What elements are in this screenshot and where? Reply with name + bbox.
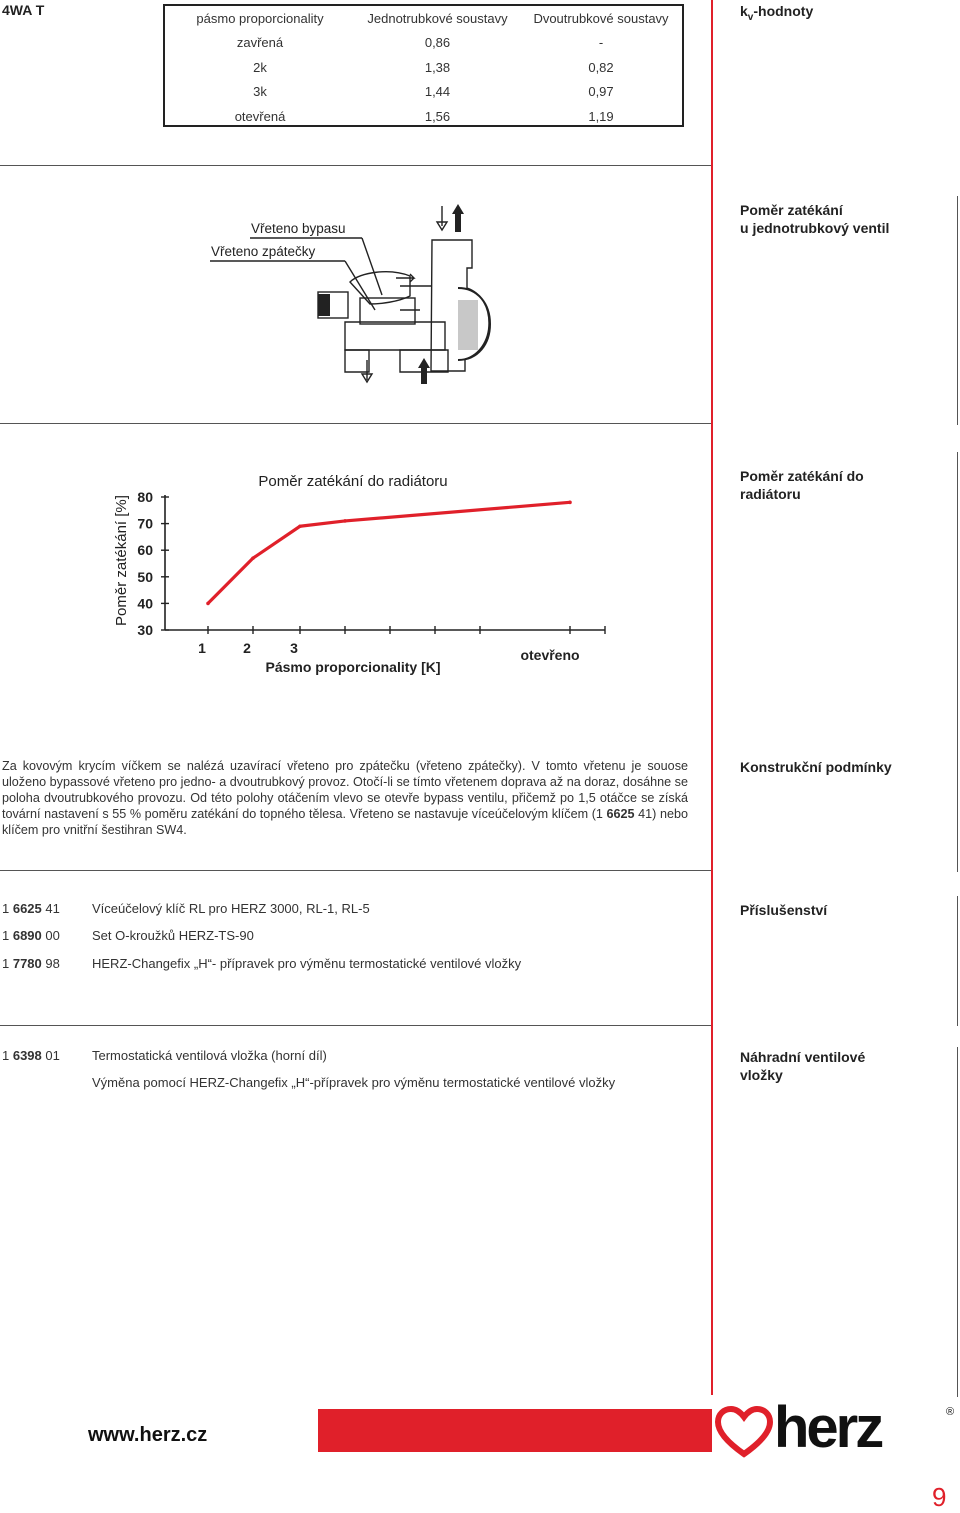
diagram-title-line1: Poměr zatékání xyxy=(740,202,843,218)
list-item xyxy=(2,1075,615,1090)
conditions-title: Konstrukční podmínky xyxy=(740,759,892,775)
article-code: 6890 xyxy=(12,928,42,943)
chart-section-title xyxy=(740,467,864,503)
brand-wordmark: herz xyxy=(774,1395,882,1460)
divider xyxy=(0,165,711,166)
article-suffix: 98 xyxy=(41,956,60,971)
divider xyxy=(0,870,711,871)
article-description: HERZ-Changefix „H“- přípravek pro výměnu termostatické ventilové vložky xyxy=(92,956,522,971)
data-point xyxy=(343,519,347,523)
article-prefix: 1 xyxy=(2,928,13,943)
table-cell: 1,38 xyxy=(424,59,451,75)
registered-mark: ® xyxy=(946,1406,955,1418)
table-cell: 3k xyxy=(253,84,267,100)
column-header: pásmo proporcionality xyxy=(196,10,324,26)
kv-table xyxy=(163,4,684,127)
divider xyxy=(0,423,711,424)
label-return-spindle: Vřeteno zpátečky xyxy=(211,244,316,259)
article-code: 6625 xyxy=(12,901,42,916)
spare-title-line2: vložky xyxy=(740,1067,783,1083)
list-item xyxy=(2,901,370,916)
divider xyxy=(0,1025,711,1026)
list-item xyxy=(2,956,521,971)
label-bypass-spindle: Vřeteno bypasu xyxy=(251,221,346,236)
table-cell: 0,82 xyxy=(588,59,614,75)
x-axis-label: Pásmo proporcionality [K] xyxy=(265,659,441,675)
page-number: 9 xyxy=(932,1482,947,1512)
data-point xyxy=(251,556,255,560)
conditions-text: Za kovovým krycím víčkem se nalézá uzavírací vřeteno pro zpátečku (vřeteno zpátečky). V tomto vřetenu je souose uloženo bypassové vřeteno pro jedno- a dvoutrubkový provoz. Otočí-li se tímto vřetenem doprava až na doraz, dosáhne se poloha dvoutrubkového provozu. Od této polohy otáčením vlevo se otevře bypass ventilu, přičemž po 1,5 otáčce se získá tovární nastavení s 55 % poměru zatékání do topného tělesa. Vřeteno se nastavuje víceúčelovým klíčem (1 xyxy=(2,759,688,821)
article-number xyxy=(2,956,92,971)
table-header-row xyxy=(165,6,682,31)
divider xyxy=(957,740,958,870)
y-tick-label: 40 xyxy=(137,595,153,612)
x-tick-label: 3 xyxy=(290,640,298,656)
conditions-code: 6625 xyxy=(606,807,635,821)
article-code: 7780 xyxy=(12,956,42,971)
divider xyxy=(957,196,958,425)
article-description: Set O-kroužků HERZ-TS-90 xyxy=(92,928,254,943)
x-tick-label: 2 xyxy=(243,640,251,656)
article-number xyxy=(2,901,92,916)
article-prefix: 1 xyxy=(2,1048,13,1063)
table-row xyxy=(165,55,682,80)
data-point xyxy=(298,524,302,528)
spare-title-line1: Náhradní ventilové xyxy=(740,1049,866,1065)
article-suffix: 01 xyxy=(41,1048,60,1063)
data-point xyxy=(568,501,572,505)
kv-title-rest: -hodnoty xyxy=(753,3,814,19)
conditions-text-end: 41) nebo klíčem pro vnitřní šestihran SW4. xyxy=(2,807,688,837)
x-tick-label: 1 xyxy=(198,640,206,656)
conditions-paragraph xyxy=(2,758,688,838)
y-tick-label: 70 xyxy=(137,515,153,532)
data-point xyxy=(206,602,210,606)
y-tick-label: 50 xyxy=(137,568,153,585)
table-cell: otevřená xyxy=(234,108,286,124)
article-code: 6398 xyxy=(12,1048,42,1063)
list-item xyxy=(2,1048,327,1063)
x-tick-label: otevřeno xyxy=(520,647,580,663)
spare-parts-title xyxy=(740,1048,865,1084)
table-row xyxy=(165,80,682,105)
table-row xyxy=(165,104,682,129)
chart-title: Poměr zatékání do radiátoru xyxy=(258,473,448,490)
chart-title-line2: radiátoru xyxy=(740,486,801,502)
column-header: Jednotrubkové soustavy xyxy=(367,10,508,26)
article-suffix: 00 xyxy=(41,928,60,943)
table-cell: 1,19 xyxy=(588,108,614,124)
chart-title-line1: Poměr zatékání do xyxy=(740,468,864,484)
table-cell: zavřená xyxy=(236,35,284,51)
divider xyxy=(957,896,958,1026)
kv-section-title xyxy=(740,2,813,27)
article-prefix: 1 xyxy=(2,901,13,916)
series-line xyxy=(208,502,570,603)
column-header: Dvoutrubkové soustavy xyxy=(533,10,669,26)
table-row xyxy=(165,31,682,56)
article-number xyxy=(2,1048,92,1063)
diagram-title-line2: u jednotrubkový ventil xyxy=(740,220,890,236)
article-prefix: 1 xyxy=(2,956,13,971)
y-axis-label: Poměr zatékání [%] xyxy=(113,495,130,626)
list-item xyxy=(2,928,254,943)
website-link[interactable]: www.herz.cz xyxy=(88,1424,208,1446)
valve-cross-section-drawing xyxy=(200,200,520,390)
table-cell: 0,86 xyxy=(424,35,451,51)
article-description: Víceúčelový klíč RL pro HERZ 3000, RL-1, RL-5 xyxy=(92,901,370,916)
kv-title-k: k xyxy=(740,3,748,19)
y-tick-label: 60 xyxy=(137,542,153,559)
article-suffix: 41 xyxy=(41,901,60,916)
article-number xyxy=(2,928,92,943)
model-title: 4WA T xyxy=(2,2,45,18)
herz-logo xyxy=(714,1395,958,1460)
table-cell: 2k xyxy=(253,59,267,75)
brand-red-bar xyxy=(318,1409,712,1452)
article-description: Termostatická ventilová vložka (horní díl) xyxy=(92,1048,327,1063)
diagram-section-title xyxy=(740,201,889,237)
accessories-title: Příslušenství xyxy=(740,902,828,918)
table-cell: 1,56 xyxy=(424,108,451,124)
table-cell: 1,44 xyxy=(424,84,451,100)
red-divider-vertical xyxy=(711,0,713,1395)
y-tick-label: 80 xyxy=(137,489,153,505)
kv-title-sub: v xyxy=(747,11,754,23)
table-cell: - xyxy=(598,35,604,51)
article-description: Výměna pomocí HERZ-Changefix „H“-přípravek pro výměnu termostatické ventilové vložky xyxy=(92,1075,616,1090)
divider xyxy=(957,1047,958,1397)
flow-ratio-chart xyxy=(100,460,620,685)
table-cell: 0,97 xyxy=(588,84,614,100)
y-tick-label: 30 xyxy=(137,622,153,638)
